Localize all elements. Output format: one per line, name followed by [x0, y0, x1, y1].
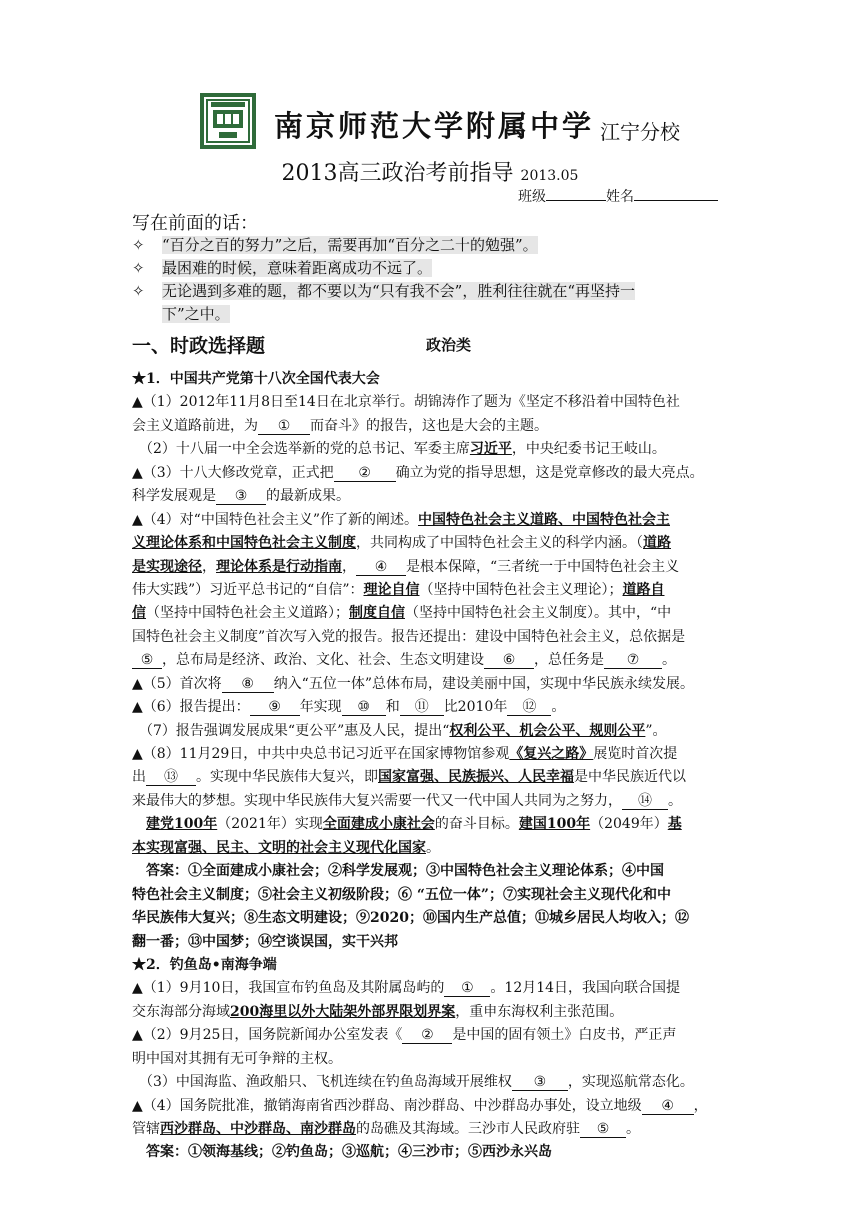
text-span: 。 — [626, 1121, 640, 1137]
text-line — [132, 954, 732, 977]
text-span: ”。 — [645, 722, 667, 739]
text-line — [132, 649, 732, 672]
text-span: 。 — [662, 652, 676, 669]
fill-in-blank: ⑫ — [507, 699, 551, 716]
text-span: 。 — [668, 792, 682, 809]
fill-in-blank: ⑤ — [132, 652, 162, 669]
text-span: 。 — [426, 839, 440, 856]
text-span: ， — [202, 558, 216, 575]
text-line — [132, 532, 732, 555]
text-span: 来最伟大的梦想。实现中华民族伟大复兴需要一代又一代中国人共同为之努力， — [132, 792, 622, 809]
bold-text: 答案：①全面建成小康社会；②科学发展观；③中国特色社会主义理论体系；④中国 — [132, 863, 664, 880]
school-logo — [199, 92, 257, 150]
text-span: ▲（1）2012年11月8日至14日在北京举行。胡锦涛作了题为《坚定不移沿着中国特色社 — [132, 394, 680, 411]
text-span: ，总任务是 — [534, 652, 604, 669]
text-span: 展览时首次提 — [593, 746, 678, 762]
text-line — [132, 1024, 732, 1047]
text-span: 。12月14日，我国向联合国提 — [490, 980, 681, 997]
text-span: 国特色社会主义制度”首次写入党的报告。报告还提出：建设中国特色社会主义，总依据是 — [132, 628, 686, 645]
tip-text: 无论遇到多难的题，都不要以为“只有我不会”，胜利往往就在“再坚持一 — [162, 282, 636, 300]
text-line — [132, 1095, 732, 1118]
bold-text: 翻一番；⑬中国梦；⑭空谈误国，实干兴邦 — [132, 933, 398, 950]
text-line — [132, 790, 732, 813]
text-span: 科学发展观是 — [132, 488, 216, 505]
underlined-key-phrase: 《复兴之路》 — [509, 746, 594, 762]
text-line — [132, 485, 732, 508]
text-span: ▲（1）9月10日，我国宣布钓鱼岛及其附属岛屿的 — [132, 980, 445, 997]
text-line — [132, 813, 732, 836]
text-span: 的奋斗目标。 — [434, 816, 519, 833]
title-date: 2013.05 — [520, 168, 579, 184]
text-span: （坚持中国特色社会主义道路）； — [146, 605, 349, 622]
underlined-key-phrase: 道路 — [643, 535, 671, 552]
text-line — [132, 1118, 732, 1141]
diamond-bullet-icon: ✧ — [132, 259, 145, 277]
name-label: 姓名 — [606, 189, 634, 205]
text-line — [132, 626, 732, 649]
text-line — [132, 907, 732, 930]
school-name: 南京师范大学附属中学 — [274, 109, 595, 143]
text-span: 而奋斗》的报告，这也是大会的主题。 — [310, 417, 548, 434]
text-span: ，共同构成了中国特色社会主义的科学内涵。（ — [356, 535, 643, 552]
fill-in-blank: ⑧ — [222, 676, 274, 693]
text-span: ，总布局是经济、政治、文化、社会、生态文明建设 — [162, 652, 484, 669]
text-span: ， — [342, 558, 356, 575]
fill-in-blank: ④ — [356, 559, 406, 576]
text-line — [132, 720, 732, 743]
fill-in-blank: ② — [402, 1027, 452, 1044]
text-span: （坚持中国特色社会主义理论）； — [419, 581, 623, 598]
text-span: ， — [693, 1097, 708, 1114]
bold-text: ★2．钓鱼岛•南海争端 — [132, 956, 277, 973]
class-name-line — [518, 186, 718, 206]
fill-in-blank: ④ — [642, 1098, 694, 1115]
text-span: 比2010年 — [443, 699, 508, 716]
underlined-key-phrase: 道路自 — [622, 581, 665, 598]
text-span: ▲（3）十八大修改党章，正式把 — [132, 464, 334, 481]
text-line — [132, 673, 732, 696]
tip-text: 最困难的时候，意味着距离成功不远了。 — [162, 259, 433, 277]
underlined-key-phrase: 本实现富强、民主、文明的社会主义现代化国家 — [132, 839, 426, 856]
text-span: 的最新成果。 — [266, 488, 350, 505]
class-blank — [546, 186, 606, 201]
text-line — [132, 391, 732, 414]
text-line — [132, 977, 732, 1000]
title-text: 2013高三政治考前指导 — [281, 161, 514, 186]
fill-in-blank: ⑦ — [604, 652, 662, 669]
underlined-key-phrase: 基 — [667, 816, 682, 833]
preface-title: 写在前面的话： — [132, 213, 258, 234]
underlined-key-phrase: 全面建成小康社会 — [322, 816, 435, 833]
text-span: 。实现中华民族伟大复兴，即 — [196, 769, 378, 786]
text-span: 是中华民族近代以 — [574, 769, 686, 786]
text-line — [132, 860, 732, 883]
underlined-key-phrase: 建党100年 — [146, 816, 218, 833]
section-title: 一、时政选择题 — [132, 335, 266, 357]
school-branch: 江宁分校 — [600, 120, 680, 144]
text-span: 伟大实践”）习近平总书记的“自信”： — [132, 581, 364, 598]
fill-in-blank: ⑬ — [146, 769, 196, 786]
text-span: 管辖 — [132, 1121, 160, 1137]
underlined-key-phrase: 是实现途径 — [132, 558, 202, 575]
text-line — [132, 837, 732, 860]
text-span: 是根本保障，“三者统一于中国特色社会主义 — [406, 558, 680, 575]
text-span: 明中国对其拥有无可争辩的主权。 — [132, 1050, 342, 1067]
underlined-key-phrase: 习近平 — [469, 441, 512, 458]
text-span: ▲（5）首次将 — [132, 675, 222, 692]
class-label: 班级 — [518, 189, 546, 205]
text-span: （3）中国海监、渔政船只、飞机连续在钓鱼岛海域开展维权 — [132, 1074, 512, 1091]
body-text — [132, 368, 732, 1165]
text-line — [132, 438, 732, 461]
text-span: （坚持中国特色社会主义制度）。其中，“中 — [405, 605, 672, 622]
text-span: 年实现 — [299, 699, 342, 716]
text-span: ▲（6）报告提出： — [132, 699, 250, 716]
text-line — [132, 1071, 732, 1094]
text-line — [132, 556, 732, 579]
text-span: ▲（4）对“中国特色社会主义”作了新的阐述。 — [132, 511, 418, 528]
text-line — [132, 602, 732, 625]
text-line — [132, 462, 732, 485]
text-span: ，重申东海权利主张范围。 — [455, 1003, 624, 1020]
underlined-key-phrase: 西沙群岛、中沙群岛、南沙群岛 — [160, 1121, 356, 1137]
fill-in-blank: ② — [334, 465, 396, 482]
text-line — [132, 884, 732, 907]
underlined-key-phrase: 国家富强、民族振兴、人民幸福 — [378, 769, 574, 786]
text-span: ▲（2）9月25日，国务院新闻办公室发表《 — [132, 1027, 403, 1044]
document-title — [0, 156, 860, 187]
underlined-key-phrase: 200海里以外大陆架外部界限划界案 — [230, 1003, 456, 1020]
text-span: 出 — [132, 769, 146, 786]
underlined-key-phrase: 义理论体系和中国特色社会主义制度 — [132, 535, 356, 552]
fill-in-blank: ③ — [512, 1074, 568, 1091]
underlined-key-phrase: 信 — [132, 605, 146, 622]
underlined-key-phrase: 理论体系是行动指南 — [216, 558, 342, 575]
bold-text: 特色社会主义制度；⑤社会主义初级阶段；⑥ “五位一体”；⑦实现社会主义现代化和中 — [132, 886, 671, 903]
bold-text: 华民族伟大复兴；⑧生态文明建设；⑨2020；⑩国内生产总值；⑪城乡居民人均收入；⑫ — [132, 910, 689, 927]
text-span: （2049年） — [590, 816, 668, 833]
text-line — [132, 766, 732, 789]
text-span: 纳入“五位一体”总体布局，建设美丽中国，实现中华民族永续发展。 — [273, 675, 695, 692]
text-span: 和 — [385, 699, 400, 716]
text-line — [132, 1001, 732, 1024]
text-span: （2）十八届一中全会选举新的党的总书记、军委主席 — [132, 441, 470, 458]
text-span: ▲（4）国务院批准，撤销海南省西沙群岛、南沙群岛、中沙群岛办事处，设立地级 — [132, 1097, 642, 1114]
section-subtitle: 政治类 — [426, 336, 472, 354]
text-span: （2021年）实现 — [217, 816, 323, 833]
underlined-key-phrase: 建国100年 — [518, 816, 591, 833]
text-span: 。 — [551, 699, 566, 716]
text-line — [132, 1141, 732, 1164]
underlined-key-phrase: 理论自信 — [363, 581, 420, 598]
text-line — [132, 415, 732, 438]
text-span: 会主义道路前进，为 — [132, 417, 258, 434]
text-span: 交东海部分海域 — [132, 1003, 230, 1020]
fill-in-blank: ⑭ — [622, 793, 668, 810]
diamond-bullet-icon: ✧ — [132, 282, 145, 300]
fill-in-blank: ① — [444, 980, 490, 997]
text-line — [132, 579, 732, 602]
fill-in-blank: ⑤ — [580, 1121, 626, 1138]
diamond-bullet-icon: ✧ — [132, 236, 145, 254]
text-span: ，实现巡航常态化。 — [567, 1074, 694, 1091]
underlined-key-phrase: 中国特色社会主义道路、中国特色社会主 — [418, 511, 670, 528]
fill-in-blank: ⑪ — [400, 699, 444, 716]
bold-text: 答案：①领海基线；②钓鱼岛；③巡航；④三沙市；⑤西沙永兴岛 — [132, 1144, 552, 1161]
text-span: 是中国的固有领土》白皮书，严正声 — [452, 1027, 677, 1044]
bold-text: ★1．中国共产党第十八次全国代表大会 — [132, 371, 380, 387]
text-span: ▲（8）11月29日，中共中央总书记习近平在国家博物馆参观 — [132, 746, 510, 762]
fill-in-blank: ⑨ — [250, 699, 300, 716]
text-line — [132, 743, 732, 766]
tip-text: “百分之百的努力”之后，需要再加“百分之二十的勉强”。 — [162, 236, 538, 254]
text-span: （7）报告强调发展成果“更公平”惠及人民，提出“ — [132, 722, 450, 739]
text-line — [132, 696, 732, 719]
text-span: ，中央纪委书记王岐山。 — [511, 441, 666, 458]
text-span: 确立为党的指导思想，这是党章修改的最大亮点。 — [395, 464, 704, 481]
underlined-key-phrase: 权利公平、机会公平、规则公平 — [449, 722, 646, 739]
text-line — [132, 509, 732, 532]
text-line — [132, 1048, 732, 1071]
fill-in-blank: ⑩ — [342, 699, 386, 716]
fill-in-blank: ① — [258, 418, 310, 435]
text-line — [132, 931, 732, 954]
tip-text: 下”之中。 — [162, 305, 230, 323]
name-blank — [634, 186, 718, 201]
fill-in-blank: ③ — [216, 488, 266, 505]
text-line — [132, 368, 732, 391]
fill-in-blank: ⑥ — [484, 652, 534, 669]
text-span: 的岛礁及其海域。三沙市人民政府驻 — [356, 1121, 580, 1137]
text-span — [132, 816, 146, 832]
underlined-key-phrase: 制度自信 — [349, 605, 405, 622]
